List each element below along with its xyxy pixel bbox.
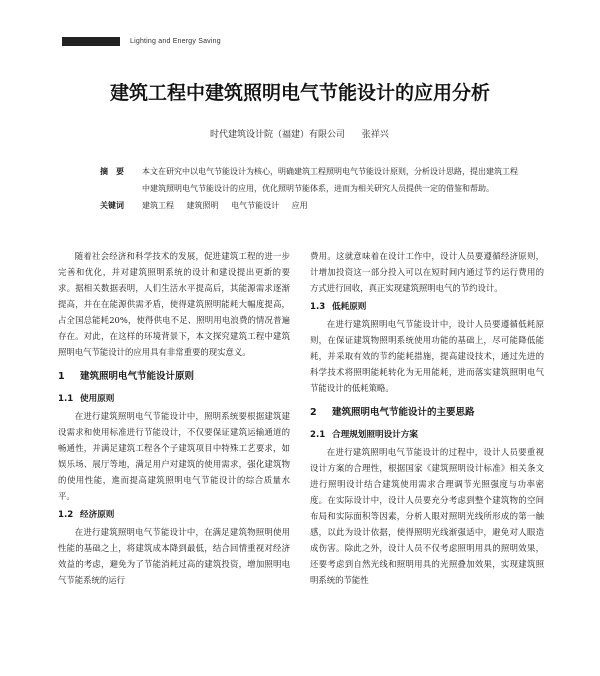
section-1-2-heading [58, 507, 290, 523]
keywords-label: 关键词 [100, 201, 124, 210]
section-2-1-paragraph: 在进行建筑照明电气节能设计的过程中，设计人员要重视设计方案的合理性，根据国家《建筑照明设计标准》相关条文进行照明设计结合建筑使用需求合理调节光照强度与功率密度。在实际设计中，设计人员要充分考虑到整个建筑物的空间布局和实际面积等因素，分析人眼对照明光线所形成的第一触感，以此为设计依据，使得照明光线渐强适中，避免对人眼造成伤害。除此之外，设计人员不仅考虑照明用具的照明效果，还要考虑到自然光线和照明用具的光照叠加效果，实现建筑照明系统的节能性 [310, 447, 544, 585]
author-line [210, 127, 389, 140]
section-1-3-paragraph: 在进行建筑照明电气节能设计中，设计人员要遵循低耗原则，在保证建筑物照明系统使用功能的基础上，尽可能降低能耗，并采取有效的节约能耗措施，提高建设技术，通过先进的科学技术将照明能耗转化为无用能耗，进而落实建筑照明电气节能设计的低耗策略。 [310, 319, 544, 393]
journal-header [62, 34, 221, 48]
left-column [58, 248, 290, 588]
section-title: 合理规划照明设计方案 [332, 430, 418, 440]
section-2-1-heading [310, 427, 544, 443]
keywords-row [100, 197, 520, 214]
paper-title: 建筑工程中建筑照明电气节能设计的应用分析 [109, 82, 490, 104]
journal-logo [62, 37, 120, 46]
section-1-2-paragraph: 在进行建筑照明电气节能设计中，在满足建筑物照明使用性能的基础之上，将建筑成本降到最低，结合回情重视对经济效益的考虑，避免为了节能消耗过高的建筑投资，增加照明电气节能系统的运行 [58, 527, 290, 585]
abstract-row [100, 163, 520, 197]
section-2-heading [310, 405, 544, 421]
keyword: 应用 [291, 201, 308, 210]
section-number: 1 [58, 371, 65, 382]
affiliation: 时代建筑设计院（福建）有限公司 [210, 130, 346, 140]
section-title: 低耗原则 [332, 302, 367, 312]
journal-name-en: Lighting and Energy Saving [130, 37, 221, 45]
right-column [310, 248, 544, 588]
section-title: 使用原则 [80, 394, 115, 404]
keyword: 建筑工程 [142, 201, 174, 210]
author-name: 张祥兴 [361, 130, 389, 140]
section-title: 经济原则 [80, 510, 115, 520]
abstract-block [100, 163, 520, 214]
keywords-list [142, 197, 520, 214]
continued-paragraph: 费用。这就意味着在设计工作中，设计人员要遵循经济原则，计增加投资这一部分投入可以在短时间内通过节约运行费用的方式进行回收，真正实现建筑照明电气的节约设计。 [310, 251, 544, 293]
section-number: 2 [310, 407, 317, 418]
section-1-1-paragraph: 在进行建筑照明电气节能设计中，照明系统要根据建筑建设需求和使用标准进行节能设计，不仅要保证建筑运输通道的畅通性，并满足建筑工程各个子建筑项目中特殊工艺要求，如娱乐场、展厅等地，满足用户对建筑的使用需求，强化建筑物的使用性能，進而提高建筑照明电气节能设计的综合质量水平。 [58, 411, 290, 501]
keyword: 电气节能设计 [231, 201, 280, 210]
section-1-heading [58, 369, 290, 385]
section-title: 建筑照明电气节能设计的主要思路 [332, 407, 475, 418]
section-number: 1.2 [58, 510, 74, 520]
section-title: 建筑照明电气节能设计原则 [80, 371, 195, 382]
abstract-label: 摘 要 [100, 167, 124, 176]
section-1-3-heading [310, 299, 544, 315]
abstract-text: 本文在研究中以电气节能设计为核心，明确建筑工程照明电气节能设计原则，分析设计思路，提出建筑工程中建筑照明电气节能设计的应用，优化照明节能体系，进而为相关研究人员提供一定的借鉴和帮助。 [142, 167, 518, 193]
section-1-1-heading [58, 391, 290, 407]
section-number: 1.3 [310, 302, 326, 312]
section-number: 2.1 [310, 430, 326, 440]
intro-paragraph: 随着社会经济和科学技术的发展，促进建筑工程的进一步完善和优化，并对建筑照明系统的设计和建设提出更新的要求。据相关数据表明，人们生活水平提高后，其能源需求逐渐提高，并在在能源供需矛盾，使得建筑照明能耗大幅度提高，占全国总能耗20%，使得供电不足、照明用电浪费的情况普遍存在。对此，在这样的环境背景下，本文探究建筑工程中建筑照明电气节能设计的应用具有非常重要的现实意义。 [58, 251, 290, 357]
keyword: 建筑照明 [186, 201, 219, 210]
section-number: 1.1 [58, 394, 74, 404]
